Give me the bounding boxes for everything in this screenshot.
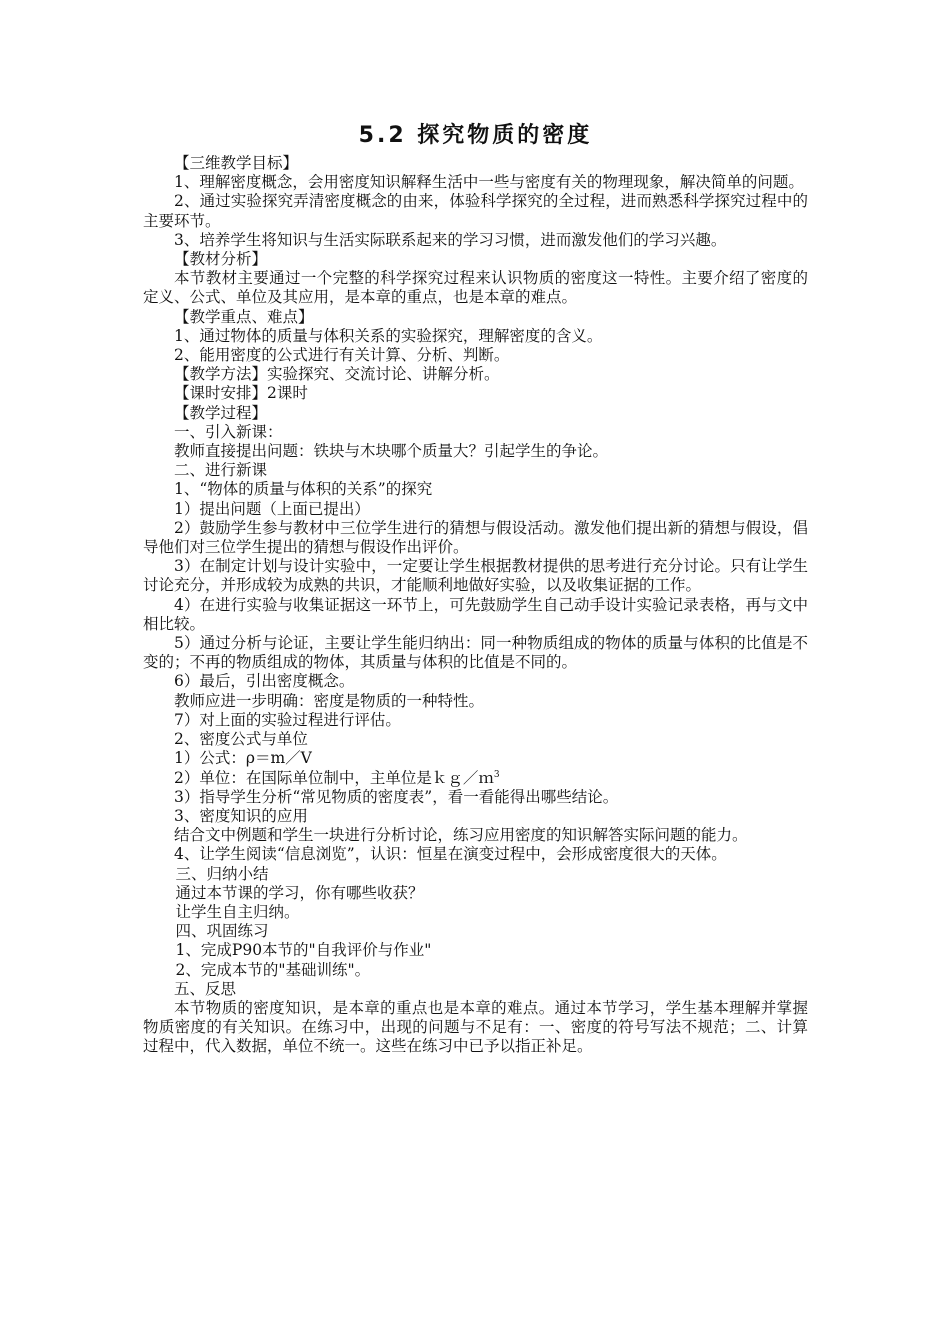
section-5-heading: 五、反思 [174,979,237,998]
subsection-2-3: 3、密度知识的应用 [174,806,308,825]
step-6-text: 教师应进一步明确：密度是物质的一种特性。 [174,691,485,710]
formula-line: 1）公式：ρ＝m／V [174,749,312,768]
subsection-2-1: 1、“物体的质量与体积的关系”的探究 [174,480,433,499]
document-page [143,120,808,1057]
section-3-question: 通过本节课的学习，你有哪些收获？ [175,883,424,902]
class-schedule: 【课时安排】2课时 [174,384,308,403]
subsection-2-3-text: 结合文中例题和学生一块进行分析讨论，练习应用密度的知识解答实际问题的能力。 [174,826,748,845]
exercise-2: 2、完成本节的"基础训练"。 [175,960,371,979]
unit-exponent: 3 [493,769,500,780]
key-points-heading: 【教学重点、难点】 [174,307,314,326]
unit-text: 2）单位：在国际单位制中，主单位是ｋｇ／ｍ [174,768,494,787]
goal-3: 3、培养学生将知识与生活实际联系起来的学习习惯，进而激发他们的学习兴趣。 [174,230,727,249]
unit-line [143,769,808,788]
exercise-1: 1、完成P90本节的"自我评价与作业" [175,941,432,960]
step-6: 6）最后，引出密度概念。 [174,672,355,691]
reflection-text: 本节物质的密度知识，是本章的重点也是本章的难点。通过本节学习，学生基本理解并掌握物质密度的有关知识。在练习中，出现的问题与不足有：一、密度的符号写法不规范；二、计算过程中，代入数据，单位不统一。这些在练习中已予以指正补足。 [143,998,808,1056]
key-point-2: 2、能用密度的公式进行有关计算、分析、判断。 [174,346,510,365]
step-1: 1）提出问题（上面已提出） [174,499,370,518]
goal-2: 2、通过实验探究弄清密度概念的由来，体验科学探究的全过程，进而熟悉科学探究过程中的主要环节。 [143,192,808,230]
analysis-heading: 【教材分析】 [174,250,268,269]
subsection-2-2: 2、密度公式与单位 [174,730,308,749]
section-2-heading: 二、进行新课 [174,461,268,480]
process-heading: 【教学过程】 [174,403,268,422]
section-1-heading: 一、引入新课： [174,422,283,441]
subsection-2-4: 4、让学生阅读“信息浏览”，认识：恒星在演变过程中，会形成密度很大的天体。 [174,845,727,864]
step-2: 2）鼓励学生参与教材中三位学生进行的猜想与假设活动。激发他们提出新的猜想与假设，倡导他们对三位学生提出的猜想与假设作出评价。 [143,518,808,557]
step-7: 7）对上面的实验过程进行评估。 [174,710,401,729]
goal-1: 1、理解密度概念，会用密度知识解释生活中一些与密度有关的物理现象，解决简单的问题。 [174,173,804,192]
section-1-text: 教师直接提出问题：铁块与木块哪个质量大？引起学生的争论。 [174,442,609,461]
analysis-text: 本节教材主要通过一个完整的科学探究过程来认识物质的密度这一特性。主要介绍了密度的定义、公式、单位及其应用，是本章的重点，也是本章的难点。 [143,269,808,307]
section-3-heading: 三、归纳小结 [175,864,269,883]
goals-heading: 【三维教学目标】 [174,154,299,172]
section-3-answer: 让学生自主归纳。 [175,902,300,921]
step-5: 5）通过分析与论证，主要让学生能归纳出：同一种物质组成的物体的质量与体积的比值是不变的；不再的物质组成的物体，其质量与体积的比值是不同的。 [143,634,808,672]
page-title: 5.2 探究物质的密度 [358,123,593,148]
section-4-heading: 四、巩固练习 [175,922,269,941]
density-table-line: 3）指导学生分析“常见物质的密度表”，看一看能得出哪些结论。 [174,787,619,806]
teaching-method: 【教学方法】实验探究、交流讨论、讲解分析。 [174,365,500,384]
key-point-1: 1、通过物体的质量与体积关系的实验探究，理解密度的含义。 [174,326,603,345]
step-4: 4）在进行实验与收集证据这一环节上，可先鼓励学生自己动手设计实验记录表格，再与文中相比较。 [143,595,808,633]
step-3: 3）在制定计划与设计实验中，一定要让学生根据教材提供的思考进行充分讨论。只有让学生讨论充分，并形成较为成熟的共识，才能顺利地做好实验，以及收集证据的工作。 [143,557,808,595]
